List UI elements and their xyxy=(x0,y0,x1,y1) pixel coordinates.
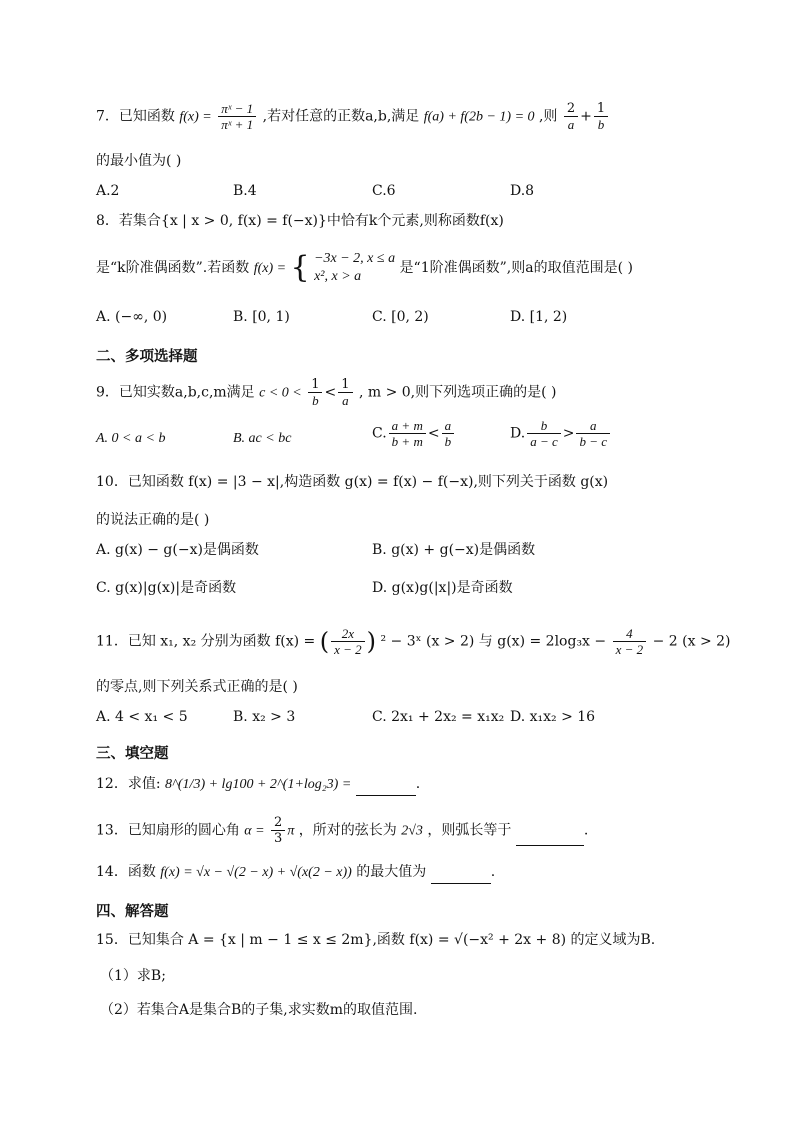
q10-line2: 的说法正确的是( ) xyxy=(96,512,210,528)
q7-fraction: $\frac{\text{πˣ − 1}}{\text{πˣ + 1}}$ xyxy=(218,101,256,132)
q8-func: f(x) = xyxy=(253,261,287,276)
q15-part2: （2）若集合A是集合B的子集,求实数m的取值范围. xyxy=(100,1002,418,1018)
q11-mid: ² − 3ˣ (x > 2) 与 g(x) = 2log₃x − xyxy=(380,633,607,650)
q7-option-d: D.8 xyxy=(510,183,535,199)
q9-lt: < xyxy=(324,384,337,401)
q11-frac-g: $\frac{4}{x - 2}$ xyxy=(613,626,647,657)
q8-option-b: B. [0, 1) xyxy=(233,309,290,325)
q8-brace: { xyxy=(290,250,310,285)
q11-option-c: C. 2x₁ + 2x₂ = x₁x₂ xyxy=(372,709,505,725)
q10-option-c: C. g(x)|g(x)|是奇函数 xyxy=(96,580,237,596)
q15-part1: （1）求B; xyxy=(100,968,166,984)
q11-line1: 11．已知 x₁, x₂ 分别为函数 f(x) = ( $\frac{2x}{x - 2}$ ) ² − 3ˣ (x > 2) 与 g(x) = 2log₃x − $\frac{4}{x - 2}$ − 2 (x > 2) xyxy=(96,626,731,657)
q12-expr: 8^(1/3) + lg100 + 2^(1+log₂3) = xyxy=(164,777,352,792)
q10-option-a: A. g(x) − g(−x)是偶函数 xyxy=(96,542,259,558)
q8-pre: 是“k阶准偶函数”.若函数 xyxy=(96,260,250,276)
q11-post: − 2 (x > 2) xyxy=(652,633,731,650)
q11-option-d: D. x₁x₂ > 16 xyxy=(510,709,596,725)
q7-option-c: C.6 xyxy=(372,183,396,199)
q9-post: , m > 0,则下列选项正确的是( ) xyxy=(358,384,557,401)
q14-answer-blank[interactable] xyxy=(431,883,491,884)
q9-option-c: C. $\frac{a + m}{b + m}$ < $\frac{a}{b}$ xyxy=(372,418,456,449)
q7-line1 xyxy=(96,101,610,132)
q7-then: ,则 xyxy=(538,108,558,125)
section-2-heading: 二、多项选择题 xyxy=(96,349,198,365)
q12-text: 12．求值: xyxy=(96,776,161,792)
q7-mid: ,若对任意的正数a,b,满足 xyxy=(262,108,420,125)
q7-option-a: A.2 xyxy=(96,183,120,199)
q12-line xyxy=(96,773,420,796)
q14-pre: 14．函数 xyxy=(96,864,156,880)
q8-line1: 8．若集合{x | x > 0, f(x) = f(−x)}中恰有k个元素,则称函数f(x) xyxy=(96,213,504,229)
q7-prefix: 7．已知函数 xyxy=(96,108,175,125)
q9-frac-1b: $\frac{1}{b}$ xyxy=(308,377,322,408)
q14-line xyxy=(96,861,495,884)
q9-option-b: B. ac < bc xyxy=(233,431,292,446)
q9-pre: 9．已知实数a,b,c,m满足 xyxy=(96,384,255,401)
q13-chord: 2√3 xyxy=(401,823,423,839)
q13-pre: 13．已知扇形的圆心角 xyxy=(96,822,240,839)
q14-expr: f(x) = √x − √(2 − x) + √(x(2 − x)) xyxy=(160,865,352,880)
section-3-heading: 三、填空题 xyxy=(96,746,169,762)
q13-pi: π xyxy=(287,823,295,839)
q11-pre: 11．已知 x₁, x₂ 分别为函数 f(x) = xyxy=(96,633,316,650)
q9-option-d: D. $\frac{b}{a - c}$ > $\frac{a}{b - c}$ xyxy=(510,418,612,449)
q7-option-b: B.4 xyxy=(233,183,257,199)
q14-post: 的最大值为 xyxy=(356,864,427,880)
q13-mid: ，所对的弦长为 xyxy=(298,822,397,839)
q11-frac-f: $\frac{2x}{x - 2}$ xyxy=(331,626,365,657)
q8-cases: −3x − 2, x ≤ a x², x > a xyxy=(314,251,396,284)
q13-answer-blank[interactable] xyxy=(516,845,584,846)
q7-cond: f(a) + f(2b − 1) = 0 xyxy=(423,109,535,125)
q9-option-a: A. 0 < a < b xyxy=(96,431,166,446)
q13-post: ，则弧长等于 xyxy=(427,822,512,839)
q9-line1 xyxy=(96,377,557,408)
q13-line xyxy=(96,815,588,846)
section-4-heading: 四、解答题 xyxy=(96,904,169,920)
q10-line1: 10．已知函数 f(x) = |3 − x|,构造函数 g(x) = f(x) − f(−x),则下列关于函数 g(x) xyxy=(96,474,609,490)
q13-frac: $\frac{2}{3}$ xyxy=(271,815,285,846)
q8-option-d: D. [1, 2) xyxy=(510,309,568,325)
q12-answer-blank[interactable] xyxy=(356,795,416,796)
q15-line1: 15．已知集合 A = {x | m − 1 ≤ x ≤ 2m},函数 f(x) = √(−x² + 2x + 8) 的定义域为B. xyxy=(96,932,656,948)
q8-option-a: A. (−∞, 0) xyxy=(96,309,168,325)
q9-c-lt: c < 0 < xyxy=(259,385,302,401)
q8-option-c: C. [0, 2) xyxy=(372,309,429,325)
q7-func: f(x) = xyxy=(179,109,212,125)
q13-alpha: α = xyxy=(244,823,265,839)
q9-frac-1a: $\frac{1}{a}$ xyxy=(338,377,352,408)
q7-frac-2a: $\frac{2}{a}$ xyxy=(564,101,578,132)
q7-frac-1b: $\frac{1}{b}$ xyxy=(594,101,608,132)
q8-post: 是“1阶准偶函数”,则a的取值范围是( ) xyxy=(399,260,633,276)
q10-option-b: B. g(x) + g(−x)是偶函数 xyxy=(372,542,536,558)
q11-option-a: A. 4 < x₁ < 5 xyxy=(96,709,188,725)
q14-end: . xyxy=(490,864,496,880)
q10-option-d: D. g(x)g(|x|)是奇函数 xyxy=(372,580,513,596)
q8-line2 xyxy=(96,250,633,286)
q13-end: . xyxy=(583,822,589,839)
q7-plus: + xyxy=(580,108,592,125)
q11-option-b: B. x₂ > 3 xyxy=(233,709,296,725)
q11-line2: 的零点,则下列关系式正确的是( ) xyxy=(96,679,298,695)
q12-end: . xyxy=(415,776,421,792)
q7-line2: 的最小值为( ) xyxy=(96,153,182,169)
